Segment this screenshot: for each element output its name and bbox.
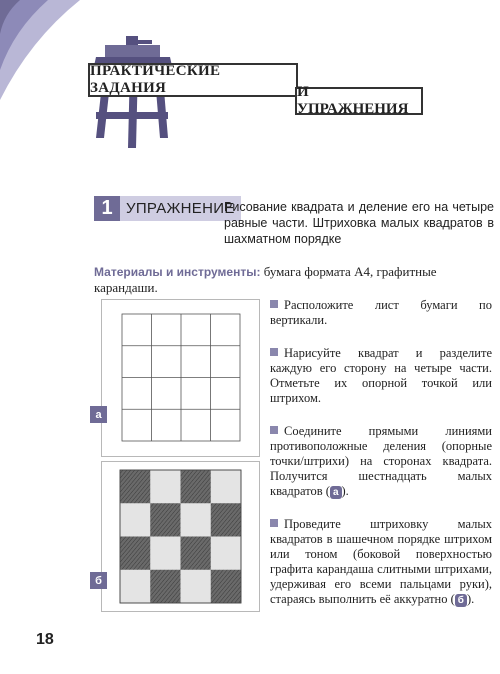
exercise-number-badge: 1 [94, 196, 120, 221]
checkerboard-drawing [102, 462, 259, 611]
grid-drawing [102, 300, 259, 456]
page-number: 18 [36, 631, 54, 648]
bullet-square-icon [270, 426, 278, 434]
hatched-square [150, 570, 180, 603]
figure-ref-a: а [330, 486, 342, 499]
figure-b-tag: б [90, 572, 107, 589]
figure-a-tag: а [90, 406, 107, 423]
step-text-after: ). [341, 484, 349, 498]
step-text: Проведите штриховку малых квадратов в шашечном порядке штрихом или тоном (боковой поверхностью графита карандаша слитными штрихами, удерживая его всеми пальцами руки), стараясь выполнить её аккуратно ( [270, 517, 492, 606]
step-2 [270, 346, 492, 406]
hatched-square [120, 470, 150, 503]
hatched-square [120, 537, 150, 570]
materials-text: бумага формата А4, графитные карандаши. [94, 264, 437, 295]
exercise-label: УПРАЖНЕНИЕ [120, 196, 241, 221]
hatched-square [181, 537, 211, 570]
figure-ref-b: б [455, 594, 467, 607]
easel-icon [0, 0, 500, 200]
step-text: Расположите лист бумаги по вертикали. [270, 298, 492, 327]
step-4 [270, 517, 492, 607]
bullet-square-icon [270, 519, 278, 527]
step-1 [270, 298, 492, 328]
hatched-square [150, 503, 180, 536]
exercise-title: Рисование квадрата и деление его на четыре равные части. Штриховка малых квадратов в шахматном порядке [224, 200, 494, 246]
hatched-square [211, 503, 241, 536]
figure-checkerboard [101, 461, 260, 612]
section-title-line2: И УПРАЖНЕНИЯ [295, 87, 423, 115]
steps-list [270, 298, 492, 621]
step-text: Соедините прямыми линиями противоположные деления (опорные точки/штрихи) на сторонах квадрата. Получится шестнадцать малых квадратов ( [270, 424, 492, 498]
materials-line [94, 264, 494, 296]
step-3 [270, 424, 492, 499]
bullet-square-icon [270, 300, 278, 308]
step-text-after: ). [466, 592, 475, 606]
hatched-square [181, 470, 211, 503]
step-text: Нарисуйте квадрат и разделите каждую его сторону на четыре части. Отметьте их опорной точкой или штрихом. [270, 346, 492, 405]
hatched-square [211, 570, 241, 603]
section-title-line1: ПРАКТИЧЕСКИЕ ЗАДАНИЯ [88, 63, 298, 97]
bullet-square-icon [270, 348, 278, 356]
materials-label: Материалы и инструменты: [94, 265, 261, 279]
figure-grid [101, 299, 260, 457]
